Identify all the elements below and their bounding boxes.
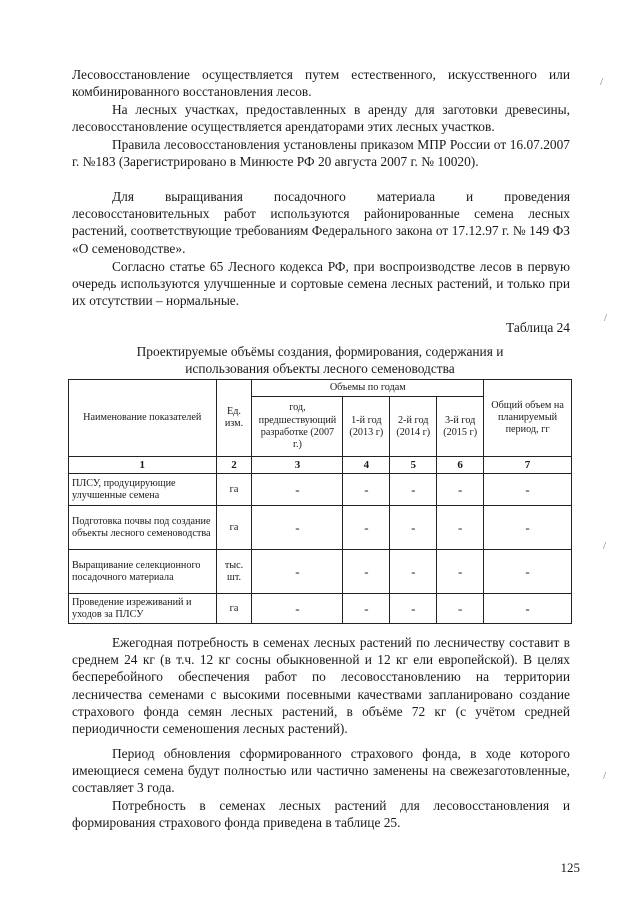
table-caption: Проектируемые объёмы создания, формирования, содержания и использования объекты лесного семеноводства — [136, 344, 504, 377]
row-value: - — [252, 550, 343, 594]
column-number: 1 — [69, 457, 217, 474]
row-value: - — [252, 474, 343, 506]
row-value: - — [437, 506, 484, 550]
scan-mark: / — [600, 76, 604, 88]
row-value: - — [343, 550, 390, 594]
column-number: 7 — [484, 457, 572, 474]
paragraph-renewal-period: Период обновления сформированного страхового фонда, в ходе которого имеющиеся семена будут полностью или частично заменены на свежезаготовленные, составляет 3 года. — [72, 746, 570, 796]
table-row — [69, 474, 572, 506]
row-value: - — [437, 594, 484, 624]
row-value: - — [484, 594, 572, 624]
column-number: 6 — [437, 457, 484, 474]
table-row — [69, 550, 572, 594]
paragraph-table-25-ref: Потребность в семенах лесных растений для лесовосстановления и формирования страхового фонда приведена в таблице 25. — [72, 798, 570, 831]
paragraph-reforestation-methods: Лесовосстановление осуществляется путем естественного, искусственного или комбинированного восстановления лесов. — [72, 67, 570, 100]
row-name: Подготовка почвы под создание объекты лесного семеноводства — [69, 506, 217, 550]
table-row — [69, 506, 572, 550]
column-number: 2 — [216, 457, 252, 474]
column-number: 5 — [390, 457, 437, 474]
row-value: - — [484, 506, 572, 550]
header-name: Наименование показателей — [69, 380, 217, 457]
row-value: - — [252, 506, 343, 550]
table-number: Таблица 24 — [506, 320, 570, 335]
table-header-row — [69, 380, 572, 397]
row-unit: га — [216, 474, 252, 506]
header-year2: 2-й год (2014 г) — [390, 397, 437, 457]
paragraph-seeds-law: Для выращивания посадочного материала и проведения лесовосстановительных работ используются районированные семена лесных растений, соответствующие требованиям Федерального закона от 17.12.97 г. № 149 ФЗ «О семеноводстве». — [72, 189, 570, 256]
seed-objects-table — [68, 379, 572, 624]
scan-mark: / — [603, 770, 607, 782]
table-row — [69, 594, 572, 624]
header-year3: 3-й год (2015 г) — [437, 397, 484, 457]
header-base-year: год, предшествующий разработке (2007 г.) — [252, 397, 343, 457]
header-year1: 1-й год (2013 г) — [343, 397, 390, 457]
row-value: - — [484, 550, 572, 594]
row-value: - — [343, 506, 390, 550]
column-number: 3 — [252, 457, 343, 474]
scan-mark: / — [603, 540, 607, 552]
page-number: 125 — [560, 860, 580, 875]
row-value: - — [343, 474, 390, 506]
row-value: - — [390, 594, 437, 624]
column-number-row — [69, 457, 572, 474]
row-value: - — [437, 474, 484, 506]
column-number: 4 — [343, 457, 390, 474]
header-volumes-by-year: Объемы по годам — [252, 380, 484, 397]
scan-mark: / — [604, 312, 608, 324]
row-name: ПЛСУ, продуцирующие улучшенные семена — [69, 474, 217, 506]
paragraph-forest-code: Согласно статье 65 Лесного кодекса РФ, при воспроизводстве лесов в первую очередь используются улучшенные и сортовые семена лесных растений, и только при их отсутствии – нормальные. — [72, 259, 570, 309]
row-value: - — [437, 550, 484, 594]
header-unit: Ед. изм. — [216, 380, 252, 457]
row-value: - — [390, 474, 437, 506]
row-value: - — [484, 474, 572, 506]
row-unit: га — [216, 594, 252, 624]
row-unit: га — [216, 506, 252, 550]
row-value: - — [252, 594, 343, 624]
row-name: Проведение изреживаний и уходов за ПЛСУ — [69, 594, 217, 624]
row-value: - — [390, 506, 437, 550]
row-value: - — [343, 594, 390, 624]
paragraph-leased-plots: На лесных участках, предоставленных в аренду для заготовки древесины, лесовосстановление осуществляется арендаторами этих лесных участков. — [72, 102, 570, 135]
header-total: Общий объем на планируемый период, гг — [484, 380, 572, 457]
paragraph-rules-order: Правила лесовосстановления установлены приказом МПР России от 16.07.2007 г. №183 (Зарегистрировано в Минюсте РФ 20 августа 2007 г. № 10020). — [72, 137, 570, 170]
row-value: - — [390, 550, 437, 594]
paragraph-annual-seed-need: Ежегодная потребность в семенах лесных растений по лесничеству составит в среднем 24 кг (в т.ч. 12 кг сосны обыкновенной и 12 кг ели европейской). В целях бесперебойного обеспечения работ по лесовосстановлению на территории лесничества семенами с высокими посевными качествами запланировано создание страхового фонда семян лесных растений, в объёме 72 кг (с учётом средней периодичности семеношения лесных растений). — [72, 635, 570, 737]
row-name: Выращивание селекционного посадочного материала — [69, 550, 217, 594]
row-unit: тыс. шт. — [216, 550, 252, 594]
